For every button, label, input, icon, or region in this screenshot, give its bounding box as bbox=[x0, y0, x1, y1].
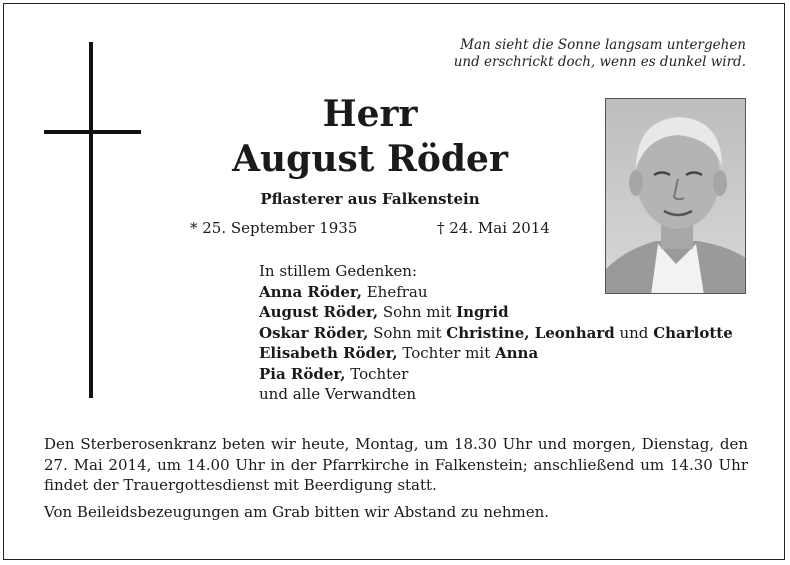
mourner-name: Elisabeth Röder, bbox=[259, 344, 398, 362]
mourner-line bbox=[259, 302, 733, 323]
salutation: Herr bbox=[322, 93, 418, 135]
mourner-relation: Tochter bbox=[345, 364, 409, 383]
mourner-relation: Sohn mit bbox=[368, 323, 447, 342]
birth-date: * 25. September 1935 bbox=[190, 219, 358, 237]
mourner-name: Anna Röder, bbox=[259, 282, 362, 301]
service-notice bbox=[44, 434, 748, 522]
mourners-intro: In stillem Gedenken: bbox=[259, 262, 418, 280]
mourner-relation: und alle Verwandten bbox=[259, 385, 416, 403]
mourner-line bbox=[259, 384, 733, 405]
mourner-name: Oskar Röder, bbox=[259, 323, 369, 342]
mourner-line bbox=[259, 282, 733, 303]
mourner-name: Ingrid bbox=[456, 303, 509, 321]
mourners-list bbox=[259, 261, 733, 405]
mourner-name: Charlotte bbox=[653, 323, 733, 342]
motto-line-2: und erschrickt doch, wenn es dunkel wird. bbox=[453, 54, 746, 70]
mourner-name: Anna bbox=[495, 344, 539, 362]
occupation: Pflasterer aus Falkenstein bbox=[260, 190, 480, 208]
motto bbox=[454, 37, 746, 71]
mourner-name: Christine, Leonhard bbox=[446, 323, 615, 342]
service-paragraph: Den Sterberosenkranz beten wir heute, Montag, um 18.30 Uhr und morgen, Dienstag, den 27. Mai 2014, um 14.00 Uhr in der Pfarrkirche in Falkenstein; anschließend um 14.30 Uhr findet der Trauergottesdienst mit Beerdigung statt. bbox=[44, 435, 748, 494]
mourner-line bbox=[259, 323, 733, 344]
mourner-line bbox=[259, 343, 733, 364]
mourner-relation: und bbox=[614, 323, 654, 342]
mourner-name: Pia Röder, bbox=[259, 364, 346, 383]
mourner-relation: Ehefrau bbox=[361, 282, 428, 301]
death-date: † 24. Mai 2014 bbox=[437, 219, 550, 237]
mourner-relation: Sohn mit bbox=[378, 303, 457, 321]
motto-line-1: Man sieht die Sonne langsam untergehen bbox=[460, 37, 746, 53]
condolence-paragraph: Von Beileidsbezeugungen am Grab bitten wir Abstand zu nehmen. bbox=[44, 502, 550, 521]
deceased-name: August Röder bbox=[232, 138, 508, 180]
mourner-name: August Röder, bbox=[259, 303, 379, 321]
mourner-relation: Tochter mit bbox=[397, 344, 495, 362]
mourner-line bbox=[259, 364, 733, 385]
